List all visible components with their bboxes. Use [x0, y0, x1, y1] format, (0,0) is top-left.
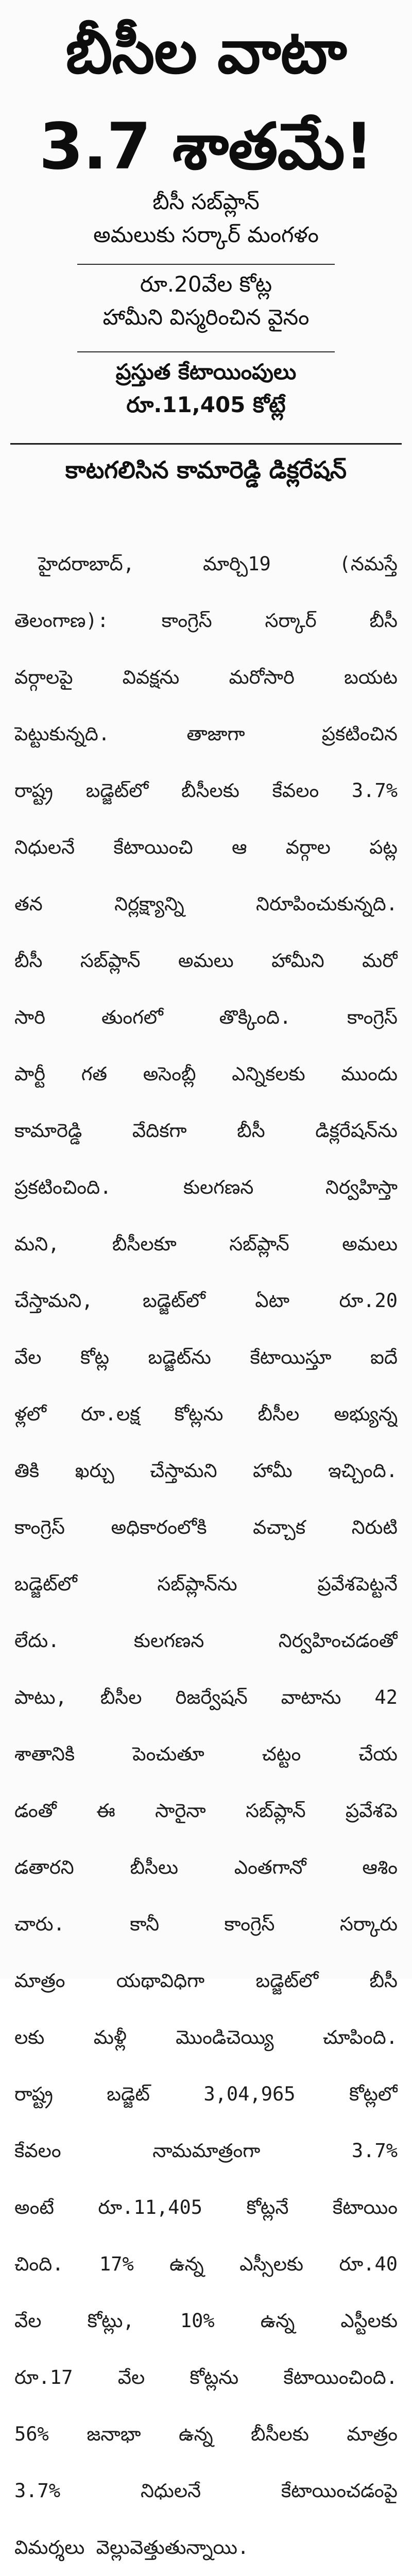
body-line: పార్టీ గత అసెంబ్లీ ఎన్నికలకు ముందు	[14, 1063, 398, 1085]
subhead-2	[77, 268, 335, 344]
body-line: డతారని బీసీలు ఎంతగానో ఆశిం	[14, 1856, 398, 1878]
body-line: అంటే రూ.11,405 కోట్లనే కేటాయిం	[14, 2196, 398, 2218]
body-line: లకు మళ్లీ మొండిచెయ్యి చూపింది.	[14, 2026, 398, 2048]
body-line: చారు. కానీ కాంగ్రెస్ సర్కారు	[14, 1913, 398, 1935]
body-line: చింది. 17% ఉన్న ఎస్సీలకు రూ.40	[14, 2253, 398, 2275]
body-line: కామారెడ్డి వేదికగా బీసీ డిక్లరేషన్‌ను	[14, 1120, 398, 1142]
body-line: రాష్ట్ర బడ్జెట్‌లో బీసీలకు కేవలం 3.7%	[14, 779, 398, 802]
section-heading: కాటగలిసిన కామారెడ్డి డిక్లరేషన్	[10, 443, 402, 495]
body-line: వేల కోట్ల బడ్జెట్‌ను కేటాయిస్తూ ఐదే	[14, 1346, 398, 1368]
body-line: ళ్లలో రూ.లక్ష కోట్లను బీసీల అభ్యున్న	[14, 1403, 398, 1425]
divider-rule	[77, 351, 335, 352]
body-line: నిధులనే కేటాయించి ఆ వర్గాల పట్ల	[14, 836, 398, 858]
body-line: బడ్జెట్‌లో సబ్‌ప్లాన్‌ను ప్రవేశపెట్టనే	[14, 1573, 398, 1595]
body-line: ప్రకటించింది. కులగణన నిర్వహిస్తా	[14, 1176, 398, 1198]
body-line: మాత్రం యథావిధిగా బడ్జెట్‌లో బీసీ	[14, 1970, 398, 1992]
subhead-3-line-2: రూ.11,405 కోట్లే	[126, 392, 286, 417]
body-line: డంతో ఈ సారైనా సబ్‌ప్లాన్ ప్రవేశపె	[14, 1800, 398, 1822]
subhead-1	[77, 185, 335, 262]
article-body	[14, 536, 398, 2576]
divider-rule	[77, 264, 335, 265]
body-line: సారి తుంగలో తొక్కింది. కాంగ్రెస్	[14, 1006, 398, 1028]
headline-line-1: బీసీల వాటా	[65, 16, 347, 87]
body-line: తన నిర్లక్ష్యాన్ని నిరూపించుకున్నది.	[14, 893, 398, 915]
body-line: పాటు, బీసీల రిజర్వేషన్ వాటాను 42	[14, 1686, 398, 1708]
body-line: హైదరాబాద్, మార్చి19 (నమస్తే	[38, 553, 398, 575]
body-line: శాతానికి పెంచుతూ చట్టం చేయ	[14, 1743, 398, 1765]
subhead-3	[77, 355, 335, 432]
body-line: చేస్తామని, బడ్జెట్‌లో ఏటా రూ.20	[14, 1290, 398, 1312]
subhead-1-line-1: బీసీ సబ్‌ప్లాన్	[152, 189, 260, 214]
body-line: కేవలం నామమాత్రంగా 3.7%	[14, 2140, 398, 2162]
body-line: బీసీ సబ్‌ప్లాన్ అమలు హామీని మరో	[14, 950, 398, 972]
subhead-1-line-2: అమలుకు సర్కార్ మంగళం	[93, 222, 319, 247]
body-line: 3.7% నిధులనే కేటాయించడంపై	[14, 2480, 398, 2502]
body-line: కాంగ్రెస్ అధికారంలోకి వచ్చాక నిరుటి	[14, 1516, 398, 1538]
body-line: మని, బీసీలకూ సబ్‌ప్లాన్ అమలు	[14, 1233, 398, 1255]
body-line: వర్గాలపై వివక్షను మరోసారి బయట	[14, 666, 398, 688]
body-line: పెట్టుకున్నది. తాజాగా ప్రకటించిన	[14, 723, 398, 745]
body-line: తికి ఖర్చు చేస్తామని హామీ ఇచ్చింది.	[14, 1460, 398, 1482]
body-line: రాష్ట్ర బడ్జెట్ 3,04,965 కోట్లలో	[14, 2083, 398, 2105]
subhead-2-line-1: రూ.20వేల కోట్ల	[140, 272, 272, 297]
body-line: తెలంగాణ): కాంగ్రెస్ సర్కార్ బీసీ	[14, 609, 398, 632]
headline-line-2: 3.7 శాతమే!	[39, 110, 373, 184]
subhead-3-line-1: ప్రస్తుత కేటాయింపులు	[115, 359, 297, 384]
body-line: వేల కోట్లు, 10% ఉన్న ఎస్టీలకు	[14, 2310, 398, 2332]
body-line: రూ.17 వేల కోట్లను కేటాయించింది.	[14, 2366, 398, 2388]
body-line: 56% జనాభా ఉన్న బీసీలకు మాత్రం	[14, 2423, 398, 2445]
body-line: లేదు. కులగణన నిర్వహించడంతో	[14, 1630, 398, 1652]
body-line: విమర్శలు వెల్లువెత్తుతున్నాయి.	[14, 2536, 249, 2558]
subhead-2-line-2: హామీని విస్మరించిన వైనం	[102, 304, 310, 330]
